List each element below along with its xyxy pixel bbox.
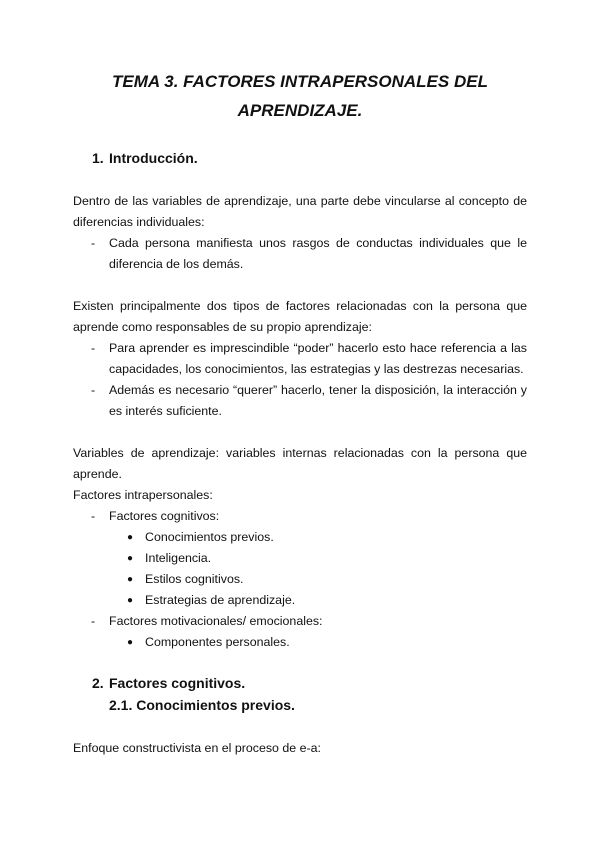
- bullet-icon: ●: [127, 637, 134, 648]
- paragraph-intro: Dentro de las variables de aprendizaje, una parte debe vincularse al concepto de diferencias individuales:: [73, 194, 527, 229]
- title-line-1: TEMA 3. FACTORES INTRAPERSONALES DEL: [112, 72, 488, 91]
- section-1-number: 1.: [92, 150, 104, 166]
- factor-item: Estilos cognitivos.: [145, 572, 244, 586]
- factor-cognitive-label: Factores cognitivos:: [109, 509, 220, 523]
- list-item-poder: Para aprender es imprescindible “poder” hacerlo esto hace referencia a las capacidades, los conocimientos, las estrategias y las destrezas necesarias.: [109, 341, 527, 376]
- paragraph-intrapersonal-factors: Factores intrapersonales:: [73, 488, 213, 502]
- section-2-heading: Factores cognitivos.: [109, 675, 246, 691]
- dash-marker: -: [91, 509, 96, 523]
- paragraph-constructivist: Enfoque constructivista en el proceso de e-a:: [73, 741, 321, 755]
- title-line-2: APRENDIZAJE.: [237, 101, 363, 120]
- factor-item: Estrategias de aprendizaje.: [145, 593, 296, 607]
- dash-marker: -: [91, 236, 96, 250]
- section-2-1-heading: 2.1. Conocimientos previos.: [109, 697, 295, 713]
- factor-item: Inteligencia.: [145, 551, 212, 565]
- bullet-icon: ●: [127, 574, 134, 585]
- dash-marker: -: [91, 383, 96, 397]
- paragraph-variables: Variables de aprendizaje: variables internas relacionadas con la persona que aprende.: [73, 446, 527, 481]
- list-item-querer: Además es necesario “querer” hacerlo, tener la disposición, la interacción y es interés suficiente.: [109, 383, 527, 418]
- bullet-icon: ●: [127, 532, 134, 543]
- section-1-heading: Introducción.: [109, 150, 198, 166]
- section-2-number: 2.: [92, 675, 104, 691]
- factor-item: Conocimientos previos.: [145, 530, 274, 544]
- bullet-icon: ●: [127, 553, 134, 564]
- factor-motivational-label: Factores motivacionales/ emocionales:: [109, 614, 323, 628]
- dash-marker: -: [91, 341, 96, 355]
- paragraph-two-factors: Existen principalmente dos tipos de factores relacionadas con la persona que aprende como responsables de su propio aprendizaje:: [73, 299, 527, 334]
- dash-marker: -: [91, 614, 96, 628]
- factor-item: Componentes personales.: [145, 635, 290, 649]
- list-item-individual-traits: Cada persona manifiesta unos rasgos de conductas individuales que le diferencia de los demás.: [109, 236, 527, 271]
- bullet-icon: ●: [127, 595, 134, 606]
